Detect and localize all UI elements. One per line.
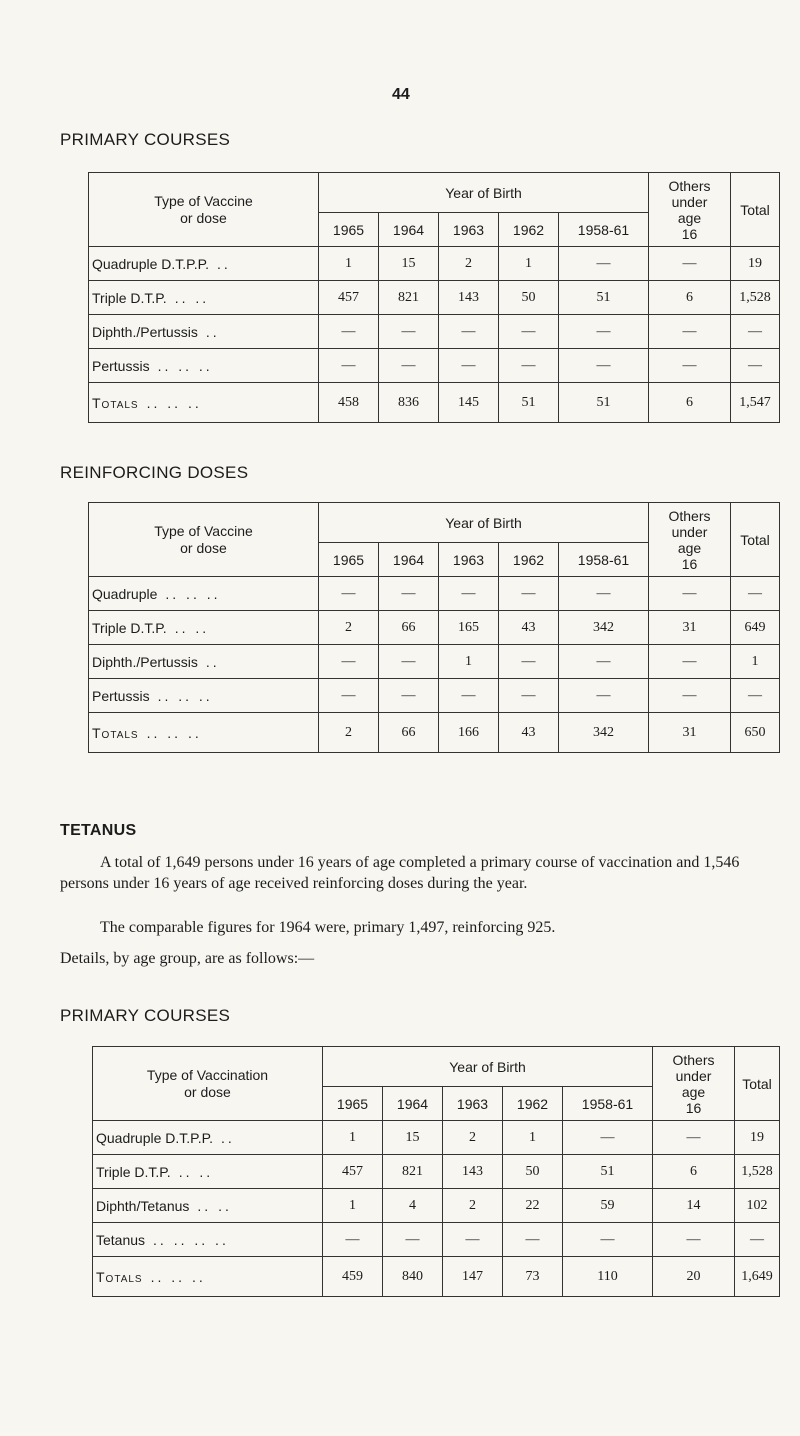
value-cell: 6 (649, 383, 731, 423)
row-label-cell (93, 1121, 323, 1155)
value-cell: 66 (379, 611, 439, 645)
year-header: 1962 (503, 1087, 563, 1121)
value-cell: — (319, 679, 379, 713)
value-cell: 50 (503, 1155, 563, 1189)
value-cell: 4 (383, 1189, 443, 1223)
row-label-cell (93, 1257, 323, 1297)
leader-dots: .. .. .. .. (153, 1231, 229, 1248)
value-cell: — (649, 679, 731, 713)
value-cell: — (559, 645, 649, 679)
year-header: 1963 (439, 543, 499, 577)
row-total-cell: 1,528 (731, 281, 780, 315)
row-total-cell: 1 (731, 645, 780, 679)
value-cell: — (319, 645, 379, 679)
value-cell: 50 (499, 281, 559, 315)
others-header-line: Others (672, 1051, 715, 1068)
row-label: Quadruple D.T.P.P. (92, 255, 210, 272)
value-cell: — (649, 577, 731, 611)
row-label: Quadruple D.T.P.P. (96, 1129, 214, 1146)
primary-courses-table (88, 172, 780, 423)
row-total-cell: 1,649 (735, 1257, 780, 1297)
value-cell: 342 (559, 713, 649, 753)
others-header-line: age (677, 539, 702, 556)
leader-dots: .. .. .. (165, 585, 221, 602)
table-row (89, 611, 780, 645)
value-cell: 2 (319, 611, 379, 645)
primary-courses-heading-2: PRIMARY COURSES (60, 1006, 231, 1025)
value-cell: 836 (379, 383, 439, 423)
type-header (89, 503, 319, 577)
value-cell: 1 (503, 1121, 563, 1155)
page-number: 44 (392, 86, 410, 103)
row-total-cell: — (735, 1223, 780, 1257)
row-label-cell (89, 611, 319, 645)
leader-dots: .. (205, 323, 220, 340)
year-header: 1965 (319, 213, 379, 247)
type-header-line-1: Type of Vaccination (146, 1066, 269, 1083)
leader-dots: .. (217, 255, 231, 272)
leader-dots: .. (205, 653, 220, 670)
row-total-cell: — (731, 315, 780, 349)
value-cell: 31 (649, 713, 731, 753)
value-cell: 20 (653, 1257, 735, 1297)
row-label-cell (89, 349, 319, 383)
table-row (89, 349, 780, 383)
leader-dots: .. .. .. (146, 394, 202, 411)
tetanus-paragraph-3: Details, by age group, are as follows:— (60, 950, 315, 967)
value-cell: — (653, 1121, 735, 1155)
row-label-cell (89, 679, 319, 713)
value-cell: — (503, 1223, 563, 1257)
others-header-line: 16 (681, 225, 698, 242)
row-label: Totals (96, 1268, 143, 1285)
value-cell: 1 (323, 1189, 383, 1223)
value-cell: 43 (499, 611, 559, 645)
leader-dots: .. .. (174, 619, 210, 636)
value-cell: 840 (383, 1257, 443, 1297)
totals-row (89, 713, 780, 753)
value-cell: — (649, 315, 731, 349)
table-row (89, 679, 780, 713)
value-cell: — (323, 1223, 383, 1257)
year-header: 1962 (499, 543, 559, 577)
row-label-cell (89, 713, 319, 753)
row-total-cell: 19 (735, 1121, 780, 1155)
value-cell: 821 (379, 281, 439, 315)
value-cell: 145 (439, 383, 499, 423)
others-under-16-header (649, 173, 731, 247)
year-of-birth-header: Year of Birth (319, 173, 649, 213)
value-cell: 6 (653, 1155, 735, 1189)
table-row (89, 247, 780, 281)
others-header-line: age (677, 209, 702, 226)
value-cell: 2 (443, 1121, 503, 1155)
value-cell: 51 (499, 383, 559, 423)
table-row (89, 315, 780, 349)
type-header-line-2: or dose (180, 539, 227, 556)
row-label: Diphth./Pertussis (92, 323, 198, 340)
reinforcing-doses-table (88, 502, 780, 753)
value-cell: 51 (559, 383, 649, 423)
value-cell: — (559, 577, 649, 611)
others-under-16-header (649, 503, 731, 577)
value-cell: 22 (503, 1189, 563, 1223)
value-cell: — (499, 645, 559, 679)
row-label: Quadruple (92, 585, 158, 602)
total-header: Total (735, 1047, 780, 1121)
table-row (93, 1155, 780, 1189)
value-cell: — (499, 577, 559, 611)
row-label: Triple D.T.P. (92, 619, 167, 636)
row-label-cell (89, 577, 319, 611)
year-of-birth-header: Year of Birth (319, 503, 649, 543)
value-cell: — (559, 247, 649, 281)
row-total-cell: 102 (735, 1189, 780, 1223)
row-label: Diphth/Tetanus (96, 1197, 190, 1214)
row-label-cell (89, 315, 319, 349)
value-cell: 457 (323, 1155, 383, 1189)
value-cell: 110 (563, 1257, 653, 1297)
others-header-line: under (675, 1067, 712, 1084)
value-cell: 59 (563, 1189, 653, 1223)
value-cell: 1 (499, 247, 559, 281)
row-label: Totals (92, 724, 139, 741)
year-header: 1963 (443, 1087, 503, 1121)
row-label-cell (93, 1155, 323, 1189)
others-header-line: under (671, 193, 708, 210)
value-cell: 15 (383, 1121, 443, 1155)
value-cell: — (383, 1223, 443, 1257)
type-header-line-2: or dose (180, 209, 227, 226)
row-label: Triple D.T.P. (96, 1163, 171, 1180)
value-cell: — (379, 349, 439, 383)
value-cell: 342 (559, 611, 649, 645)
value-cell: — (439, 679, 499, 713)
row-label-cell (89, 645, 319, 679)
row-total-cell: 1,528 (735, 1155, 780, 1189)
value-cell: — (319, 577, 379, 611)
value-cell: 821 (383, 1155, 443, 1189)
row-label-cell (89, 383, 319, 423)
value-cell: — (649, 645, 731, 679)
reinforcing-doses-heading: REINFORCING DOSES (60, 463, 249, 482)
value-cell: — (499, 349, 559, 383)
year-header: 1962 (499, 213, 559, 247)
value-cell: 51 (563, 1155, 653, 1189)
leader-dots: .. .. .. (146, 724, 202, 741)
leader-dots: .. (221, 1129, 235, 1146)
value-cell: — (563, 1223, 653, 1257)
primary-courses-heading: PRIMARY COURSES (60, 130, 231, 149)
row-label-cell (89, 281, 319, 315)
value-cell: 459 (323, 1257, 383, 1297)
row-total-cell: — (731, 679, 780, 713)
value-cell: 43 (499, 713, 559, 753)
row-label: Diphth./Pertussis (92, 653, 198, 670)
row-label: Totals (92, 394, 139, 411)
tetanus-paragraph-1: A total of 1,649 persons under 16 years of age completed a primary course of vaccination and 1,546 persons under 16 years of age received reinforcing doses during the year. (60, 854, 740, 892)
row-label: Tetanus (96, 1231, 146, 1248)
value-cell: — (499, 679, 559, 713)
year-header: 1965 (319, 543, 379, 577)
table-row (93, 1223, 780, 1257)
value-cell: — (319, 315, 379, 349)
table-row (93, 1121, 780, 1155)
others-header-line: Others (668, 177, 711, 194)
year-header: 1958-61 (559, 213, 649, 247)
value-cell: 165 (439, 611, 499, 645)
year-of-birth-header: Year of Birth (323, 1047, 653, 1087)
value-cell: — (559, 679, 649, 713)
year-header: 1958-61 (559, 543, 649, 577)
row-total-cell: — (731, 349, 780, 383)
value-cell: — (649, 247, 731, 281)
value-cell: — (379, 645, 439, 679)
value-cell: 2 (439, 247, 499, 281)
value-cell: 6 (649, 281, 731, 315)
value-cell: 143 (439, 281, 499, 315)
value-cell: 1 (323, 1121, 383, 1155)
table-row (89, 281, 780, 315)
leader-dots: .. .. .. (150, 1268, 206, 1285)
leader-dots: .. .. (174, 289, 210, 306)
type-header (93, 1047, 323, 1121)
value-cell: 15 (379, 247, 439, 281)
row-total-cell: — (731, 577, 780, 611)
type-header-line-1: Type of Vaccine (154, 522, 253, 539)
row-label-cell (93, 1223, 323, 1257)
value-cell: 14 (653, 1189, 735, 1223)
primary-courses-vaccination-table (92, 1046, 780, 1297)
year-header: 1964 (379, 543, 439, 577)
value-cell: 51 (559, 281, 649, 315)
value-cell: 31 (649, 611, 731, 645)
leader-dots: .. .. (197, 1197, 232, 1214)
value-cell: — (439, 315, 499, 349)
value-cell: 457 (319, 281, 379, 315)
value-cell: 2 (319, 713, 379, 753)
value-cell: 458 (319, 383, 379, 423)
value-cell: 1 (319, 247, 379, 281)
value-cell: — (443, 1223, 503, 1257)
row-label: Pertussis (92, 357, 150, 374)
others-header-line: 16 (685, 1099, 702, 1116)
type-header-line-1: Type of Vaccine (154, 192, 253, 209)
leader-dots: .. .. .. (157, 687, 213, 704)
table-row (89, 645, 780, 679)
value-cell: — (439, 349, 499, 383)
row-total-cell: 1,547 (731, 383, 780, 423)
value-cell: 166 (439, 713, 499, 753)
value-cell: — (379, 315, 439, 349)
totals-row (89, 383, 780, 423)
value-cell: — (439, 577, 499, 611)
row-label: Pertussis (92, 687, 150, 704)
year-header: 1964 (379, 213, 439, 247)
others-header-line: 16 (681, 555, 698, 572)
others-header-line: age (681, 1083, 706, 1100)
row-total-cell: 649 (731, 611, 780, 645)
tetanus-heading: TETANUS (60, 822, 137, 839)
value-cell: — (379, 577, 439, 611)
row-total-cell: 650 (731, 713, 780, 753)
year-header: 1963 (439, 213, 499, 247)
row-label: Triple D.T.P. (92, 289, 167, 306)
value-cell: — (379, 679, 439, 713)
value-cell: 2 (443, 1189, 503, 1223)
value-cell: — (649, 349, 731, 383)
year-header: 1965 (323, 1087, 383, 1121)
table-row (89, 577, 780, 611)
total-header: Total (731, 503, 780, 577)
value-cell: — (559, 349, 649, 383)
year-header: 1964 (383, 1087, 443, 1121)
row-total-cell: 19 (731, 247, 780, 281)
table-row (93, 1189, 780, 1223)
tetanus-paragraph-2: The comparable figures for 1964 were, primary 1,497, reinforcing 925. (100, 919, 556, 936)
value-cell: 73 (503, 1257, 563, 1297)
value-cell: 1 (439, 645, 499, 679)
others-header-line: under (671, 523, 708, 540)
others-under-16-header (653, 1047, 735, 1121)
totals-row (93, 1257, 780, 1297)
value-cell: — (559, 315, 649, 349)
type-header (89, 173, 319, 247)
type-header-line-2: or dose (184, 1083, 231, 1100)
value-cell: 147 (443, 1257, 503, 1297)
leader-dots: .. .. (178, 1163, 214, 1180)
leader-dots: .. .. .. (157, 357, 213, 374)
value-cell: — (653, 1223, 735, 1257)
total-header: Total (731, 173, 780, 247)
value-cell: — (499, 315, 559, 349)
row-label-cell (93, 1189, 323, 1223)
value-cell: 66 (379, 713, 439, 753)
value-cell: — (319, 349, 379, 383)
year-header: 1958-61 (563, 1087, 653, 1121)
value-cell: 143 (443, 1155, 503, 1189)
others-header-line: Others (668, 507, 711, 524)
row-label-cell (89, 247, 319, 281)
value-cell: — (563, 1121, 653, 1155)
